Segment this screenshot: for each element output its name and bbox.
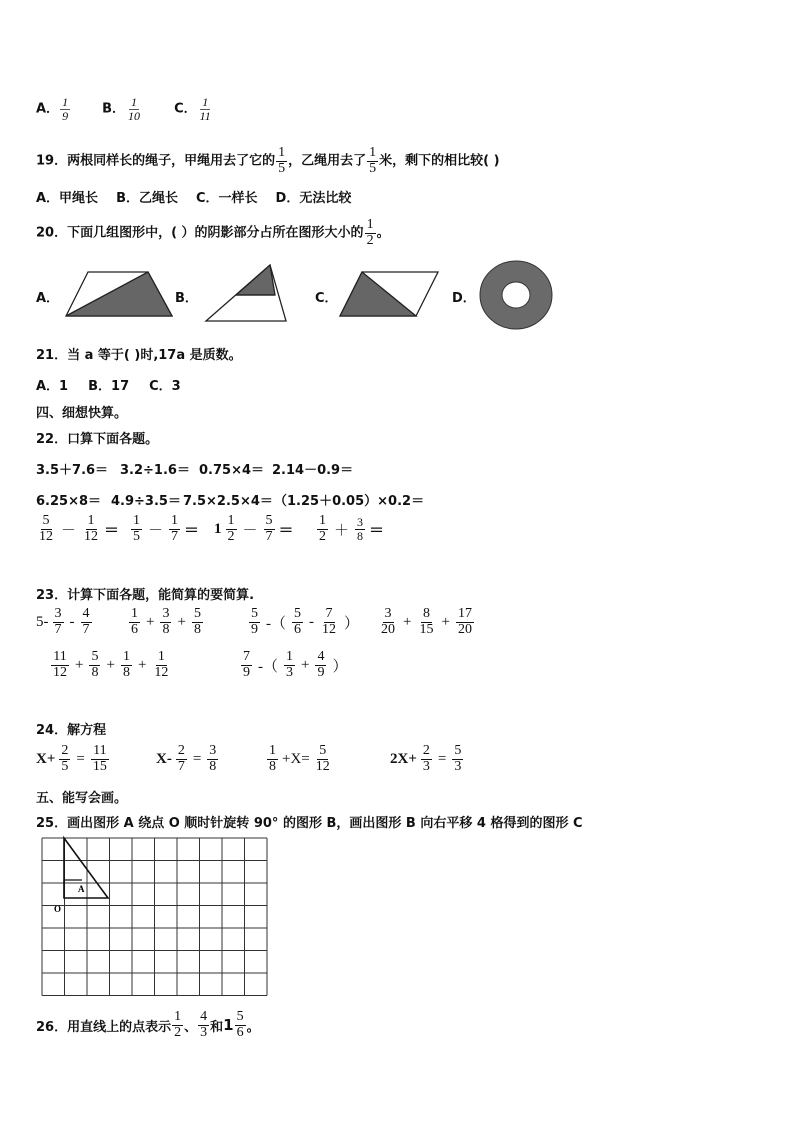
separator: 、 <box>184 1019 198 1035</box>
denominator: 12 <box>53 664 67 680</box>
whole-number: 1 <box>214 520 222 537</box>
denominator: 6 <box>236 1024 244 1040</box>
numerator: 1 <box>269 743 276 758</box>
q18-option-b-label: B． <box>102 101 126 117</box>
denominator: 8 <box>162 621 170 637</box>
q20-figure-d <box>478 259 554 331</box>
numerator: 5 <box>42 513 50 528</box>
q20-stem <box>36 218 390 248</box>
equals: ＝ <box>369 522 385 539</box>
q18-options <box>36 96 214 122</box>
denominator: 2 <box>174 1024 182 1040</box>
operator: + <box>177 613 186 630</box>
denominator: 7 <box>171 528 179 544</box>
q19-prefix: 19．两根同样长的绳子，甲绳用去了它的 <box>36 153 276 169</box>
q20-fraction <box>365 218 376 248</box>
q25-stem: 25．画出图形 A 绕点 O 顺时针旋转 90° 的图形 B，画出图形 B 向右平移 4 格得到的图形 C <box>36 816 583 831</box>
numerator: 5 <box>251 606 258 621</box>
numerator: 3 <box>357 515 364 530</box>
denominator: 3 <box>286 664 293 680</box>
numerator: 5 <box>236 1009 244 1024</box>
numerator: 17 <box>457 606 472 621</box>
operator: - <box>69 613 75 630</box>
shape-a <box>64 838 108 898</box>
denominator: 2 <box>227 528 235 544</box>
equals: = <box>192 750 202 767</box>
q23-expr5 <box>50 650 171 680</box>
lead: 5- <box>36 613 49 630</box>
numerator: 1 <box>227 513 235 528</box>
q22-row2-item1: 6.25×8＝ <box>36 494 102 509</box>
q22-row3-expr2 <box>130 514 199 544</box>
q21-stem: 21．当 a 等于( )时,17a 是质数。 <box>36 348 242 363</box>
numerator: 3 <box>54 606 62 621</box>
and-word: 和 <box>210 1019 224 1035</box>
equals: ＝ <box>104 522 120 539</box>
q19-option-b: B．乙绳长 <box>116 191 178 206</box>
denominator: 15 <box>419 621 434 637</box>
q19-option-c: C．一样长 <box>195 191 258 206</box>
section-4-heading: 四、细想快算。 <box>36 406 128 421</box>
denominator: 11 <box>199 108 211 123</box>
q19-fraction-1 <box>276 146 287 176</box>
q25-grid <box>40 836 270 998</box>
q20-label-b: B． <box>175 291 198 306</box>
denominator: 7 <box>54 621 62 637</box>
numerator: 3 <box>209 743 217 758</box>
q26-suffix: 。 <box>246 1019 260 1035</box>
lead: 2X+ <box>390 750 417 767</box>
denominator: 7 <box>177 758 185 774</box>
whole-number: 1 <box>223 1016 234 1035</box>
numerator: 7 <box>243 649 250 664</box>
q26-prefix: 26．用直线上的点表示 <box>36 1019 172 1035</box>
operator: － <box>148 522 164 539</box>
denominator: 12 <box>39 528 53 544</box>
q23-expr4 <box>378 607 475 637</box>
q24-eq4 <box>390 744 464 774</box>
denominator: 6 <box>131 621 138 637</box>
numerator: 1 <box>133 513 140 528</box>
denominator: 9 <box>317 664 325 680</box>
operator: + <box>301 656 310 673</box>
denominator: 5 <box>278 160 286 176</box>
q19-option-a: A．甲绳长 <box>36 191 99 206</box>
denominator: 3 <box>422 758 430 774</box>
denominator: 8 <box>357 528 364 543</box>
numerator: 2 <box>177 743 185 758</box>
numerator: 1 <box>131 95 138 109</box>
numerator: 7 <box>325 606 333 621</box>
numerator: 1 <box>366 217 374 232</box>
operator: － <box>61 522 77 539</box>
q21-options <box>36 375 181 394</box>
denominator: 3 <box>200 1024 208 1040</box>
denominator: 2 <box>319 528 326 544</box>
q24-title: 24．解方程 <box>36 723 107 738</box>
numerator: 1 <box>174 1009 182 1024</box>
operator: － <box>242 522 258 539</box>
q18-option-c-label: C． <box>174 101 197 117</box>
numerator: 4 <box>200 1009 208 1024</box>
section-5-heading: 五、能写会画。 <box>36 791 128 806</box>
denominator: 5 <box>133 528 140 544</box>
q22-row1-item2: 3.2÷1.6＝ <box>120 463 190 478</box>
q22-row3-expr1 <box>36 514 119 544</box>
numerator: 4 <box>82 606 90 621</box>
q18-option-a-label: A． <box>36 101 60 117</box>
operator: + <box>146 613 155 630</box>
denominator: 9 <box>62 108 69 123</box>
q22-row1-item3: 0.75×4＝ <box>199 463 265 478</box>
equals: = <box>437 750 447 767</box>
lead: X- <box>156 750 172 767</box>
denominator: 3 <box>454 758 462 774</box>
operator: + <box>403 613 412 630</box>
q24-eq3 <box>266 744 333 774</box>
q23-expr2 <box>128 607 204 637</box>
numerator: 3 <box>384 606 392 621</box>
mid: +X= <box>282 750 310 767</box>
denominator: 8 <box>209 758 217 774</box>
numerator: 3 <box>162 606 170 621</box>
q20-label-d: D． <box>452 291 476 306</box>
denominator: 5 <box>61 758 69 774</box>
paren: ） <box>344 615 360 632</box>
denominator: 12 <box>154 664 169 680</box>
q20-label-a: A． <box>36 291 60 306</box>
q18-option-c-fraction <box>198 96 213 122</box>
denominator: 9 <box>243 664 250 680</box>
q21-option-c: C．3 <box>149 379 181 394</box>
q23-expr6 <box>240 650 349 680</box>
q22-row3-expr3 <box>214 514 294 544</box>
q19-stem <box>36 146 500 176</box>
numerator: 11 <box>93 743 107 758</box>
q23-expr1 <box>36 607 93 637</box>
q22-row3-expr4 <box>316 514 384 544</box>
numerator: 4 <box>317 649 325 664</box>
denominator: 20 <box>381 621 395 637</box>
denominator: 2 <box>366 232 374 248</box>
numerator: 11 <box>53 649 67 664</box>
q23-title: 23．计算下面各题，能简算的要简算. <box>36 588 255 603</box>
denominator: 12 <box>322 621 336 637</box>
denominator: 15 <box>92 758 107 774</box>
numerator: 1 <box>157 649 165 664</box>
q22-title: 22．口算下面各题。 <box>36 432 159 447</box>
q20-suffix: 。 <box>376 225 390 241</box>
equals: ＝ <box>278 522 294 539</box>
q22-row2-item3: 7.5×2.5×4＝ <box>183 494 273 509</box>
q19-option-d: D．无法比较 <box>275 191 352 206</box>
point-o-label: O <box>54 904 62 914</box>
q26-stem <box>36 1010 260 1040</box>
operator: - <box>309 613 314 630</box>
numerator: 1 <box>62 95 69 109</box>
q19-suffix: 米，剩下的相比较( ) <box>379 153 500 169</box>
q20-figure-a <box>62 270 174 318</box>
q19-mid: ，乙绳用去了 <box>288 153 367 169</box>
lead: X+ <box>36 750 56 767</box>
q20-figure-c <box>338 270 440 318</box>
denominator: 8 <box>269 758 276 774</box>
q24-eq2 <box>156 744 219 774</box>
numerator: 1 <box>202 95 209 109</box>
operator: -（ <box>266 615 286 632</box>
numerator: 5 <box>454 743 462 758</box>
operator: ＋ <box>334 522 350 539</box>
denominator: 9 <box>251 621 258 637</box>
denominator: 10 <box>128 108 141 123</box>
q19-options <box>36 187 351 206</box>
q22-row1-item4: 2.14－0.9＝ <box>272 463 354 478</box>
numerator: 1 <box>87 513 95 528</box>
operator: + <box>106 656 115 673</box>
numerator: 1 <box>122 649 130 664</box>
numerator: 5 <box>294 606 301 621</box>
denominator: 8 <box>122 664 130 680</box>
q21-option-a: A．1 <box>36 379 69 394</box>
numerator: 5 <box>91 649 99 664</box>
numerator: 1 <box>286 649 293 664</box>
operator: + <box>137 656 147 673</box>
q20-figure-b <box>204 263 288 323</box>
numerator: 8 <box>422 606 430 621</box>
operator: + <box>75 656 84 673</box>
operator: -（ <box>258 658 278 675</box>
denominator: 7 <box>265 528 273 544</box>
denominator: 6 <box>294 621 301 637</box>
q21-option-b: B．17 <box>88 379 130 394</box>
denominator: 8 <box>91 664 99 680</box>
shape-a-label: A <box>78 884 85 894</box>
numerator: 5 <box>265 513 273 528</box>
numerator: 1 <box>131 606 138 621</box>
q23-expr3 <box>248 607 361 637</box>
q18-option-a-fraction <box>60 96 70 122</box>
numerator: 5 <box>319 743 327 758</box>
q18-option-b-fraction <box>126 96 142 122</box>
q20-label-c: C． <box>315 291 338 306</box>
q22-row2-item2: 4.9÷3.5＝ <box>111 494 181 509</box>
paren: ） <box>332 658 348 675</box>
q19-fraction-2 <box>367 146 378 176</box>
equals: = <box>76 750 85 767</box>
denominator: 5 <box>369 160 377 176</box>
numerator: 2 <box>422 743 430 758</box>
numerator: 1 <box>369 145 377 160</box>
denominator: 12 <box>315 758 330 774</box>
q24-eq1 <box>36 744 110 774</box>
q22-row1-item1: 3.5＋7.6＝ <box>36 463 109 478</box>
equals: ＝ <box>184 522 200 539</box>
numerator: 5 <box>193 606 201 621</box>
q22-row2-item4: （1.25＋0.05）×0.2＝ <box>274 494 425 509</box>
numerator: 1 <box>319 513 326 528</box>
q20-prefix: 20．下面几组图形中，( ）的阴影部分占所在图形大小的 <box>36 225 364 241</box>
numerator: 1 <box>171 513 179 528</box>
operator: + <box>441 613 450 630</box>
numerator: 2 <box>61 743 69 758</box>
denominator: 8 <box>193 621 201 637</box>
denominator: 7 <box>82 621 90 637</box>
numerator: 1 <box>278 145 286 160</box>
denominator: 12 <box>84 528 99 544</box>
denominator: 20 <box>457 621 472 637</box>
